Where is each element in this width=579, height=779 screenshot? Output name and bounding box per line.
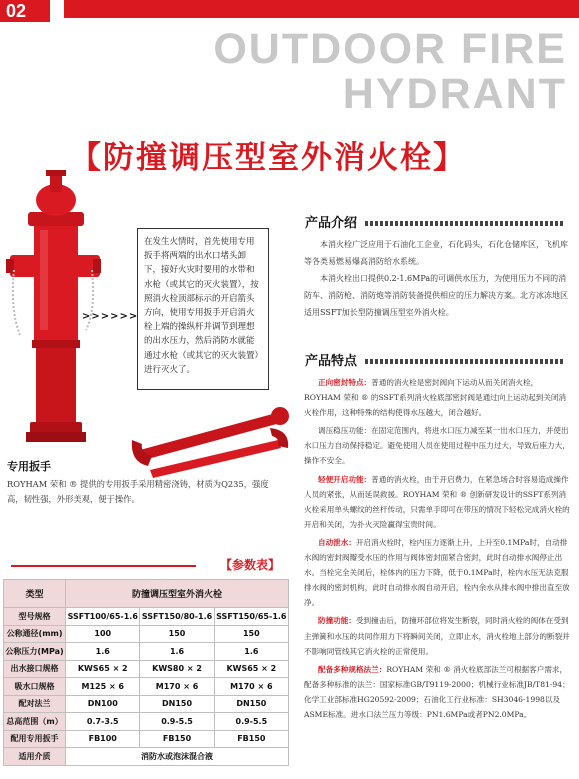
table-row <box>4 625 289 643</box>
table-cell: 吸水口规格 <box>4 678 66 696</box>
table-cell: 消防水或泡沫混合液 <box>66 748 289 766</box>
table-cell: 150 <box>140 625 214 643</box>
table-header-row <box>4 580 289 608</box>
feature-item <box>304 423 572 468</box>
intro-paragraph: 本消火栓广泛应用于石油化工企业，石化码头，石化仓储库区，飞机库等各类易燃易爆高消防给水系统。 <box>304 240 568 266</box>
feature-item <box>304 662 572 722</box>
table-cell: 总高范围（m） <box>4 713 66 731</box>
feature-item <box>304 535 572 610</box>
table-cell: 1.6 <box>140 643 214 661</box>
intro-paragraph: 本消火栓出口提供0.2-1.6MPa的可调供水压力，为使用压力不同的消防车、消防枪、消防炮等消防装备提供相应的压力解决方案。北方冰冻地区适用SSFT加长型防撞调压型室外消火栓。 <box>304 274 568 317</box>
intro-body <box>304 236 572 321</box>
feature-text: 开启消火栓时，栓内压力逐渐上升，上升至0.1MPa时，自动排水阀的密封阀瓣受水压的作用与阀体密封面紧合密封，此时自动排水阀停止出水。当栓完全关闭后，栓体内的压力下降，低于0.1MPa时，栓内水压无法克服排水阀的密封机构，此时自动排水阀自动开启，栓内余水从排水阀中排出直至放净。 <box>304 537 570 608</box>
table-cell: 100 <box>66 625 140 643</box>
table-cell: KWS80 × 2 <box>140 660 214 678</box>
intro-heading-text: 产品介绍 <box>305 216 358 231</box>
params-title-rule <box>11 565 196 567</box>
features-body <box>304 375 572 725</box>
table-row <box>4 748 289 766</box>
wrench-title: 专用扳手 <box>7 460 51 473</box>
table-cell: 公称压力(MPa) <box>4 643 66 661</box>
features-heading-text: 产品特点 <box>305 354 358 369</box>
feature-key: 自动泄水： <box>318 537 356 547</box>
table-cell: DN150 <box>140 695 214 713</box>
english-title <box>213 25 567 118</box>
feature-key: 轻便开启功能： <box>318 474 372 484</box>
feature-text: 调压稳压功能：在固定范围内，将进水口压力减至某一出水口压力，并使出水口压力自动保持稳定。避免使用人员在使用过程中压力过大，导致后座力大，操作不安全。 <box>304 426 570 466</box>
table-cell: 适用介质 <box>4 748 66 766</box>
params-title-text: 【参数表】 <box>219 558 280 572</box>
table-row <box>4 643 289 661</box>
table-cell: FB100 <box>66 730 140 748</box>
table-cell: KWS65 × 2 <box>66 660 140 678</box>
table-cell: 0.9-5.5 <box>214 713 288 731</box>
top-banner <box>64 0 579 18</box>
wrench-description: ROYHAM 荣和 ® 提供的专用扳手采用精密浇铸，材质为Q235，强度高，韧性强，外形美观，便于操作。 <box>7 479 269 504</box>
table-cell: 150 <box>214 625 288 643</box>
params-title <box>6 556 288 574</box>
table-cell: 配用专用扳手 <box>4 730 66 748</box>
table-cell: 0.9-5.5 <box>140 713 214 731</box>
wrench-image <box>130 400 290 480</box>
table-cell: 型号规格 <box>4 608 66 626</box>
table-cell: 1.6 <box>214 643 288 661</box>
feature-text: 普通的消火栓，由于开启费力，在紧急场合时容易造成操作人员的紧张，从而延误救援。ROYHAM 荣和 ® 创新研发设计的SSFT系列消火栓采用单头螺纹的丝杆传动，只需单手即可在带压的情况下轻松完成消火栓的开启和关闭，为扑火灭险赢得宝贵时间。 <box>304 474 570 529</box>
table-cell: 公称通径(mm) <box>4 625 66 643</box>
table-cell: 出水接口规格 <box>4 660 66 678</box>
heading-rule <box>365 221 565 226</box>
feature-text: 普通的消火栓是密封阀向下运动从而关闭消火栓，ROYHAM 荣和 ® 的SSFT系列消火栓底部密封阀是通过向上运动起到关闭消火栓作用，这种特殊的结构使得水压越大，闭合越好。 <box>304 378 567 418</box>
english-title-line2: HYDRANT <box>342 70 567 118</box>
table-cell: SSFT150/65-1.6 <box>214 608 288 626</box>
table-cell: KWS65 × 2 <box>214 660 288 678</box>
table-row <box>4 730 289 748</box>
table-cell: SSFT150/80-1.6 <box>140 608 214 626</box>
feature-text: 受到撞击后，防撞环部位将发生断裂，同时消火栓的阀体在受到主弹簧和水压的共同作用力下将瞬间关闭，立即止水，消火栓地上部分的断裂并不影响同管线其它消火栓的正常使用。 <box>304 616 570 656</box>
table-cell: 0.7-3.5 <box>66 713 140 731</box>
table-cell: 防撞调压型室外消火栓 <box>66 580 289 608</box>
table-cell: M125 × 6 <box>66 678 140 696</box>
table-row <box>4 608 289 626</box>
table-cell: FB150 <box>140 730 214 748</box>
table-cell: M170 × 6 <box>140 678 214 696</box>
feature-item <box>304 472 572 532</box>
feature-item <box>304 613 572 658</box>
table-cell: FB150 <box>214 730 288 748</box>
intro-heading <box>305 212 565 231</box>
feature-key: 配备多种规格法兰： <box>318 664 387 674</box>
chinese-title: 【防撞调压型室外消火栓】 <box>70 140 466 176</box>
callout-arrow: >>>>>> <box>82 311 139 322</box>
table-cell: 1.6 <box>66 643 140 661</box>
table-cell: DN150 <box>214 695 288 713</box>
table-cell: M170 × 6 <box>214 678 288 696</box>
features-heading <box>305 350 565 369</box>
page-number: 02 <box>0 0 50 22</box>
fire-hydrant-image <box>6 160 101 450</box>
table-cell: 类型 <box>4 580 66 608</box>
table-cell: 配对法兰 <box>4 695 66 713</box>
table-cell: SSFT100/65-1.6 <box>66 608 140 626</box>
table-row <box>4 695 289 713</box>
feature-key: 防撞功能： <box>318 616 356 626</box>
english-title-line1: OUTDOOR FIRE <box>213 25 567 73</box>
table-cell: DN100 <box>66 695 140 713</box>
feature-text: ROYHAM 荣和 ® 消火栓底部法兰可根据客户需求，配备多种标准的法兰：国家标准GB/T9119-2000；机械行业标准JB/T81-94；化学工业部标准HG20592-2009；石油化工行业标准：SH3046-1998以及ASME标准。进水口法兰压力等级：PN1.6MPa或者PN2.0MPa。 <box>304 664 570 719</box>
table-row <box>4 678 289 696</box>
table-row <box>4 713 289 731</box>
table-row <box>4 660 289 678</box>
params-table <box>3 579 289 766</box>
usage-callout: 在发生火情时，首先使用专用扳手将两端的出水口堵头卸下，接好火灾时要用的水带和水枪（或其它的灭火装置），按照消火栓顶部标示的开启箭头方向，使用专用扳手开启消火栓上端的操纵杆并调节到理想的出水压力，然后消防水就能通过水枪（或其它的灭火装置）进行灭火了。 <box>137 228 269 390</box>
feature-item <box>304 375 572 420</box>
feature-key: 正向密封特点： <box>318 378 372 387</box>
heading-rule <box>365 359 565 364</box>
